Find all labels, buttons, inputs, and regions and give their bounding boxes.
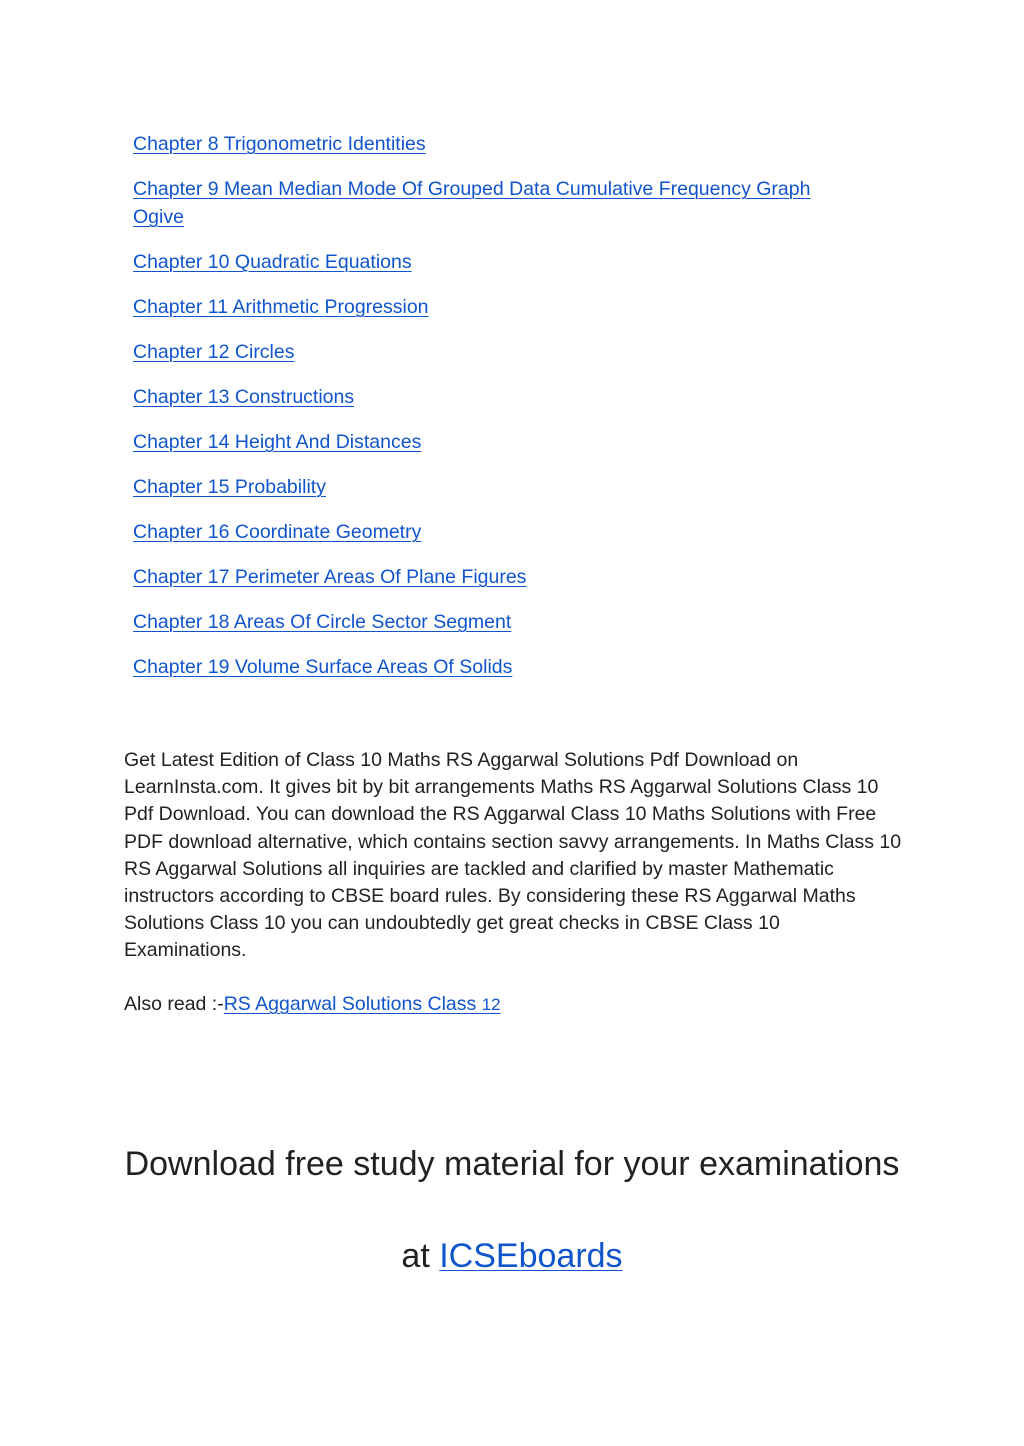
- chapter-link-16[interactable]: Chapter 16 Coordinate Geometry: [133, 521, 422, 543]
- list-item: [133, 473, 833, 501]
- also-read-link-suffix: 12: [481, 995, 501, 1014]
- chapter-link-11[interactable]: Chapter 11 Arithmetic Progression: [133, 296, 429, 318]
- chapter-link-list: [133, 130, 833, 698]
- list-item: [133, 428, 833, 456]
- description-paragraph: Get Latest Edition of Class 10 Maths RS Aggarwal Solutions Pdf Download on LearnInsta.com. It gives bit by bit arrangements Maths RS Aggarwal Solutions Class 10 Pdf Download. You can download the RS Aggarwal Class 10 Maths Solutions with Free PDF download alternative, which contains section savvy arrangements. In Maths Class 10 RS Aggarwal Solutions all inquiries are tackled and clarified by master Mathematic instructors according to CBSE board rules. By considering these RS Aggarwal Maths Solutions Class 10 you can undoubtedly get great checks in CBSE Class 10 Examinations.: [124, 749, 902, 962]
- also-read-link-text: RS Aggarwal Solutions Class: [223, 993, 482, 1015]
- list-item: [133, 293, 833, 321]
- promo-prefix: at: [401, 1237, 440, 1275]
- chapter-link-14[interactable]: Chapter 14 Height And Distances: [133, 431, 422, 453]
- chapter-link-10[interactable]: Chapter 10 Quadratic Equations: [133, 251, 412, 273]
- list-item: [133, 563, 833, 591]
- chapter-link-19[interactable]: Chapter 19 Volume Surface Areas Of Solids: [133, 656, 513, 678]
- list-item: [133, 248, 833, 276]
- list-item: [133, 175, 833, 231]
- also-read-prefix: Also read :-: [124, 993, 224, 1015]
- list-item: [133, 338, 833, 366]
- chapter-link-17[interactable]: Chapter 17 Perimeter Areas Of Plane Figures: [133, 566, 527, 588]
- list-item: [133, 608, 833, 636]
- promo-heading: Download free study material for your examinations: [124, 1145, 900, 1183]
- also-read-link[interactable]: [224, 993, 501, 1015]
- chapter-link-12[interactable]: Chapter 12 Circles: [133, 341, 295, 363]
- chapter-link-13[interactable]: Chapter 13 Constructions: [133, 386, 355, 408]
- list-item: [133, 130, 833, 158]
- promo-subheading: [0, 1236, 1024, 1276]
- list-item: [133, 383, 833, 411]
- list-item: [133, 653, 833, 681]
- chapter-link-8[interactable]: Chapter 8 Trigonometric Identities: [133, 133, 426, 155]
- also-read-line: [124, 990, 904, 1019]
- chapter-link-15[interactable]: Chapter 15 Probability: [133, 476, 326, 498]
- chapter-link-9[interactable]: Chapter 9 Mean Median Mode Of Grouped Data Cumulative Frequency Graph Ogive: [133, 178, 811, 228]
- chapter-link-18[interactable]: Chapter 18 Areas Of Circle Sector Segment: [133, 611, 512, 633]
- icseboards-link[interactable]: ICSEboards: [439, 1237, 623, 1275]
- list-item: [133, 518, 833, 546]
